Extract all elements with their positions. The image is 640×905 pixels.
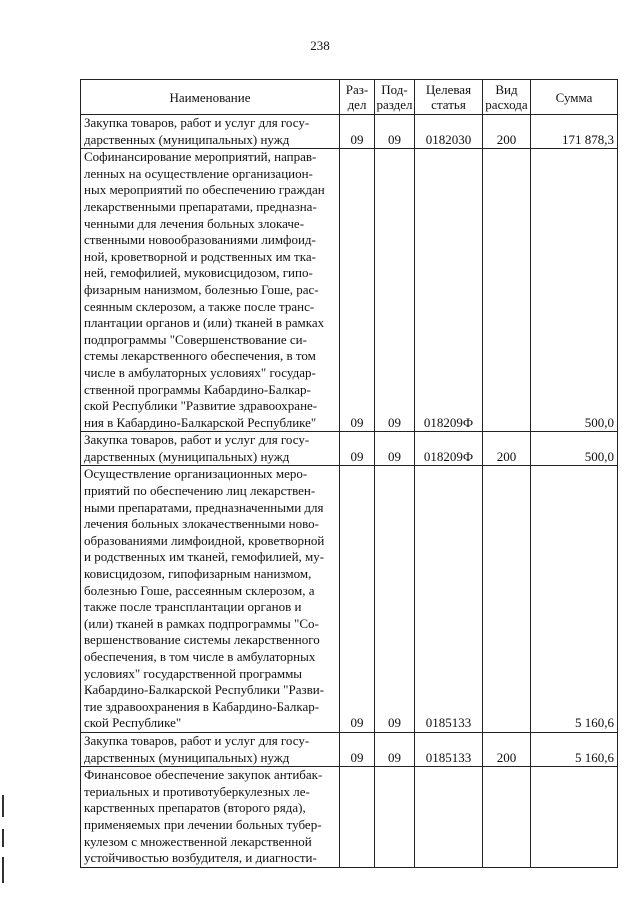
row-section: 09 bbox=[340, 115, 375, 149]
row-expense-type: 200 bbox=[483, 732, 531, 766]
row-subsection: 09 bbox=[375, 732, 415, 766]
row-section: 09 bbox=[340, 432, 375, 466]
row-target: 018209Ф bbox=[415, 149, 483, 432]
row-name: Осуществление организационных меро- приятий по обеспечению лиц лекарствен- ными препаратами, предназначенными для лечения больных злокачественными ново- образованиями лимфоидной, кроветворной и родственных им тканей, гемофилией, му- ковисцидозом, гипофизарным нанизмом, болезнью Гоше, рассеянным склерозом, а также после трансплантации органов и (или) тканей в рамках подпрограммы "Со- вершенствование системы лекарственного обеспечения, в том числе в амбулаторных условиях" государственной программы Кабардино-Балкарской Республики "Разви- тие здравоохранения в Кабардино-Балкар- ской Республике" bbox=[81, 466, 340, 733]
row-target: 0185133 bbox=[415, 466, 483, 733]
row-name: Закупка товаров, работ и услуг для госу- дарственных (муниципальных) нужд bbox=[81, 732, 340, 766]
row-name: Закупка товаров, работ и услуг для госу- дарственных (муниципальных) нужд bbox=[81, 432, 340, 466]
row-expense-type bbox=[483, 466, 531, 733]
scan-margin-marks bbox=[0, 795, 6, 890]
row-subsection: 09 bbox=[375, 466, 415, 733]
row-expense-type bbox=[483, 767, 531, 868]
column-header-expense-type: Вид расхода bbox=[483, 80, 531, 115]
row-subsection bbox=[375, 767, 415, 868]
row-target: 0185133 bbox=[415, 732, 483, 766]
row-name: Финансовое обеспечение закупок антибак- териальных и противотуберкулезных ле- карственных препаратов (второго ряда), применяемых при лечении больных тубер- кулезом с множественной лекарственной устойчивостью возбудителя, и диагности- bbox=[81, 767, 340, 868]
budget-table bbox=[80, 79, 618, 868]
column-header-target: Целевая статья bbox=[415, 80, 483, 115]
table-row bbox=[81, 466, 618, 733]
row-amount: 5 160,6 bbox=[531, 732, 618, 766]
table-row bbox=[81, 732, 618, 766]
row-expense-type bbox=[483, 149, 531, 432]
row-amount: 171 878,3 bbox=[531, 115, 618, 149]
row-section: 09 bbox=[340, 466, 375, 733]
table-row bbox=[81, 115, 618, 149]
row-amount: 500,0 bbox=[531, 149, 618, 432]
column-header-section: Раз- дел bbox=[340, 80, 375, 115]
table-row bbox=[81, 767, 618, 868]
row-target: 018209Ф bbox=[415, 432, 483, 466]
row-subsection: 09 bbox=[375, 432, 415, 466]
page-number: 238 bbox=[310, 38, 330, 53]
row-section: 09 bbox=[340, 149, 375, 432]
row-subsection: 09 bbox=[375, 115, 415, 149]
row-expense-type: 200 bbox=[483, 432, 531, 466]
row-expense-type: 200 bbox=[483, 115, 531, 149]
row-name: Софинансирование мероприятий, направ- ленных на осуществление организацион- ных мероприятий по обеспечению граждан лекарственными препаратами, предназна- ченными для лечения больных злокаче- ственными новообразованиями лимфоид- ной, кроветворной и родственных им тка- ней, гемофилией, муковисцидозом, гипо- физарным нанизмом, болезнью Гоше, рас- сеянным склерозом, а также после транс- плантации органов и (или) тканей в рамках подпрограммы "Совершенствование си- стемы лекарственного обеспечения, в том числе в амбулаторных условиях" государ- ственной программы Кабардино-Балкар- ской Республики "Развитие здравоохране- ния в Кабардино-Балкарской Республике" bbox=[81, 149, 340, 432]
table-row bbox=[81, 432, 618, 466]
row-section: 09 bbox=[340, 732, 375, 766]
column-header-amount: Сумма bbox=[531, 80, 618, 115]
row-amount bbox=[531, 767, 618, 868]
table-row bbox=[81, 149, 618, 432]
table-header-row bbox=[81, 80, 618, 115]
row-target: 0182030 bbox=[415, 115, 483, 149]
row-subsection: 09 bbox=[375, 149, 415, 432]
row-name: Закупка товаров, работ и услуг для госу- дарственных (муниципальных) нужд bbox=[81, 115, 340, 149]
column-header-name: Наименование bbox=[81, 80, 340, 115]
row-target bbox=[415, 767, 483, 868]
row-amount: 500,0 bbox=[531, 432, 618, 466]
row-section bbox=[340, 767, 375, 868]
column-header-subsection: Под- раздел bbox=[375, 80, 415, 115]
row-amount: 5 160,6 bbox=[531, 466, 618, 733]
